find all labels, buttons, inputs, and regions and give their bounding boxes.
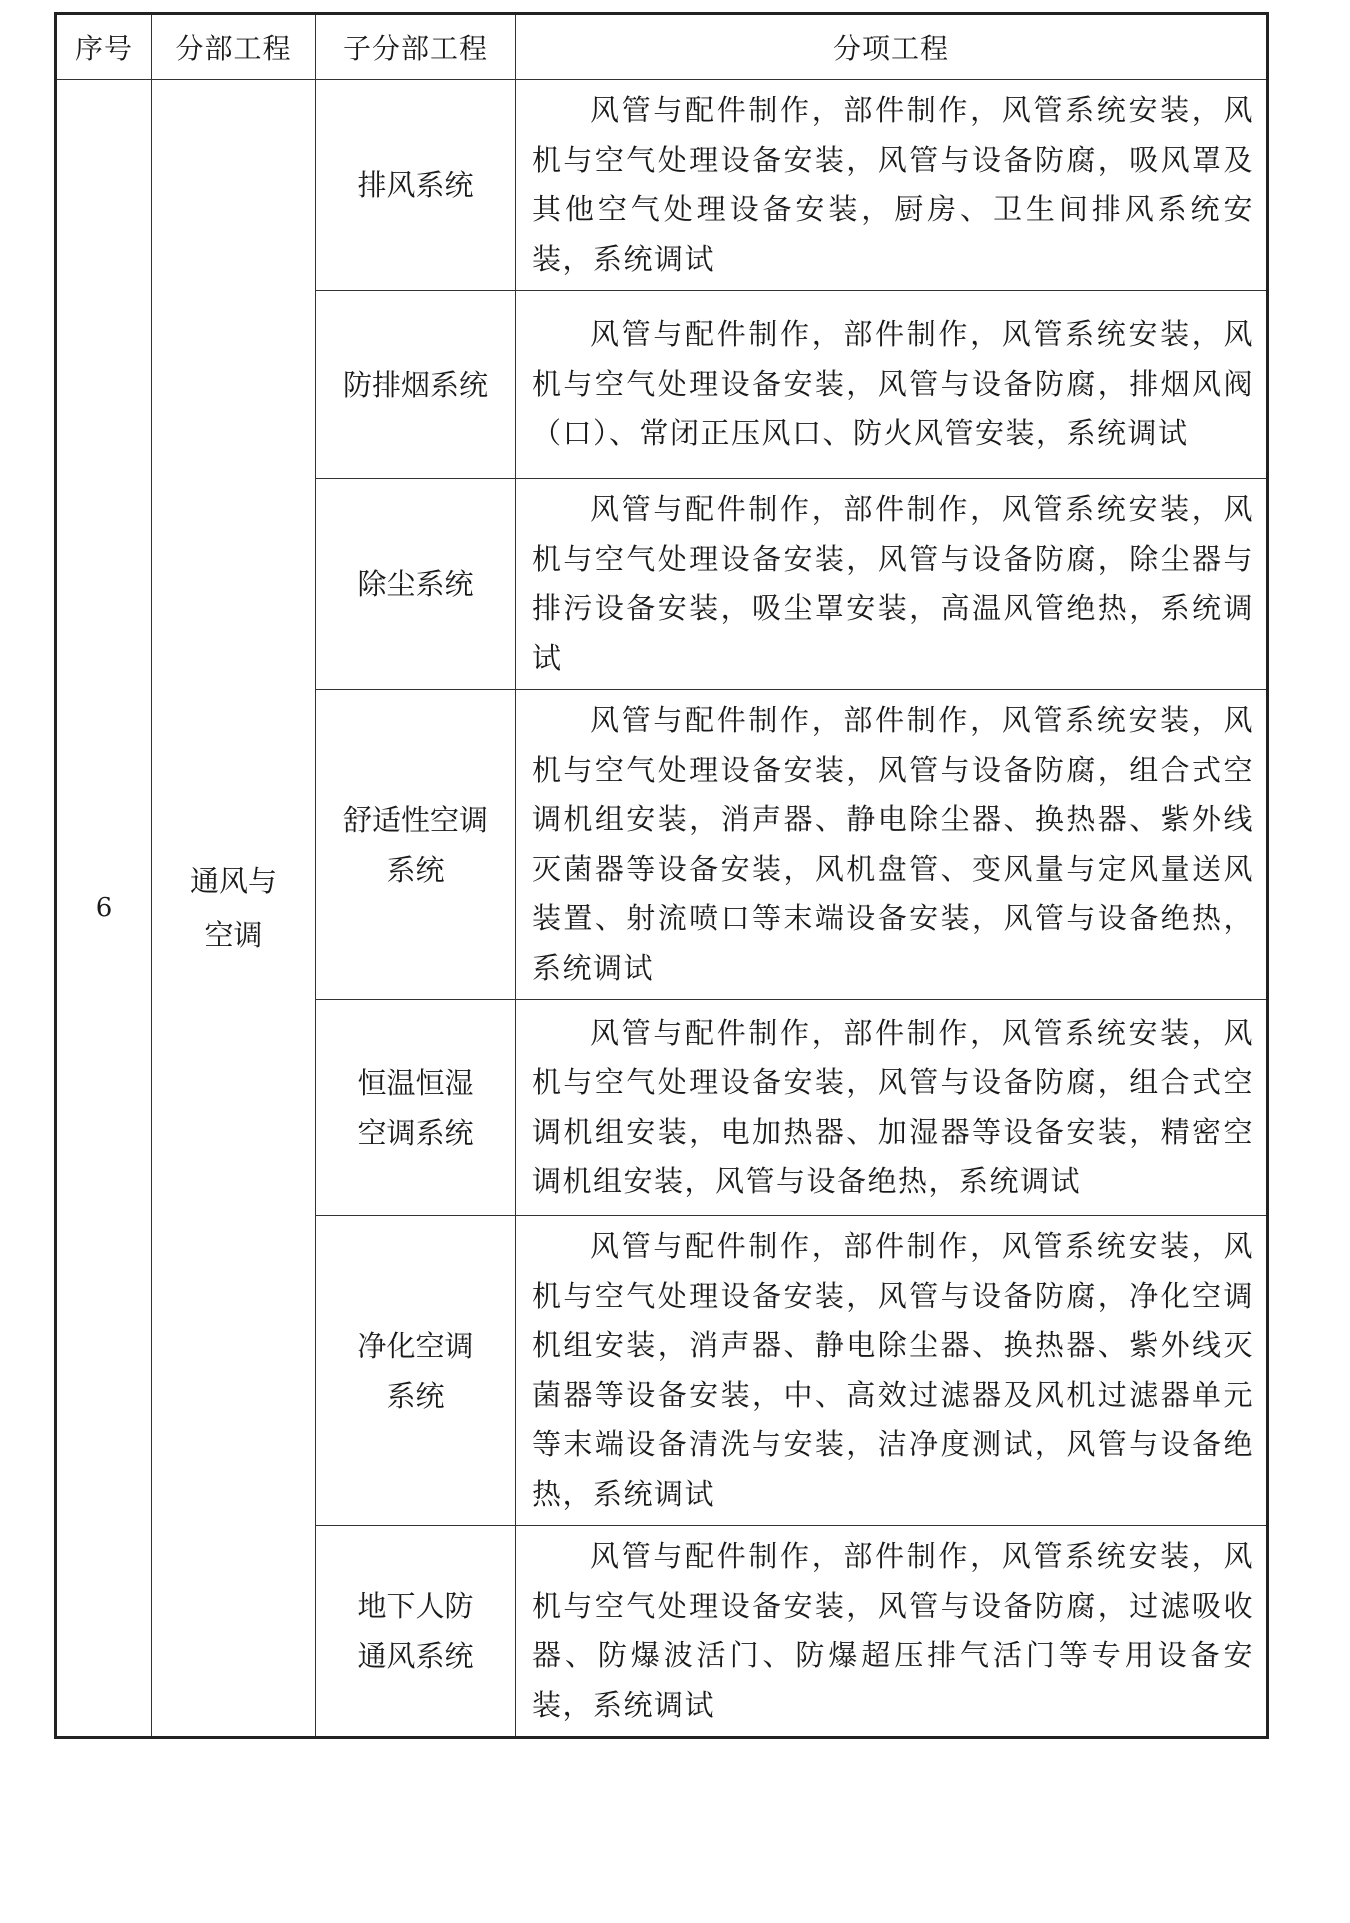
table-header bbox=[56, 14, 1268, 80]
standard-table-page bbox=[54, 12, 1269, 1739]
header-items: 分项工程 bbox=[516, 14, 1268, 80]
items-cell: 风管与配件制作，部件制作，风管系统安装，风机与空气处理设备安装，风管与设备防腐，过滤吸收器、防爆波活门、防爆超压排气活门等专用设备安装，系统调试 bbox=[516, 1526, 1268, 1738]
serial-number-cell: 6 bbox=[56, 80, 152, 1738]
header-subdivision: 子分部工程 bbox=[316, 14, 516, 80]
subdivision-cell bbox=[316, 291, 516, 479]
subdivision-cell bbox=[316, 1526, 516, 1738]
subdivision-label: 恒温恒湿空调系统 bbox=[357, 1065, 474, 1150]
subdivision-label: 净化空调系统 bbox=[357, 1328, 474, 1413]
project-division-table bbox=[54, 12, 1269, 1739]
division-label: 通风与空调 bbox=[189, 864, 277, 952]
subdivision-label: 除尘系统 bbox=[357, 567, 474, 601]
subdivision-cell bbox=[316, 690, 516, 1000]
table-body bbox=[56, 80, 1268, 1738]
items-cell: 风管与配件制作，部件制作，风管系统安装，风机与空气处理设备安装，风管与设备防腐，排烟风阀（口）、常闭正压风口、防火风管安装，系统调试 bbox=[516, 291, 1268, 479]
header-division: 分部工程 bbox=[152, 14, 316, 80]
subdivision-label: 排风系统 bbox=[357, 168, 474, 202]
subdivision-cell bbox=[316, 80, 516, 291]
subdivision-cell bbox=[316, 1000, 516, 1216]
subdivision-cell bbox=[316, 479, 516, 690]
table-row bbox=[56, 80, 1268, 291]
items-cell: 风管与配件制作，部件制作，风管系统安装，风机与空气处理设备安装，风管与设备防腐，除尘器与排污设备安装，吸尘罩安装，高温风管绝热，系统调试 bbox=[516, 479, 1268, 690]
items-cell: 风管与配件制作，部件制作，风管系统安装，风机与空气处理设备安装，风管与设备防腐，吸风罩及其他空气处理设备安装，厨房、卫生间排风系统安装，系统调试 bbox=[516, 80, 1268, 291]
header-row bbox=[56, 14, 1268, 80]
subdivision-cell bbox=[316, 1216, 516, 1526]
subdivision-label: 防排烟系统 bbox=[342, 367, 488, 402]
items-cell: 风管与配件制作，部件制作，风管系统安装，风机与空气处理设备安装，风管与设备防腐，组合式空调机组安装，消声器、静电除尘器、换热器、紫外线灭菌器等设备安装，风机盘管、变风量与定风量送风装置、射流喷口等末端设备安装，风管与设备绝热，系统调试 bbox=[516, 690, 1268, 1000]
subdivision-label: 地下人防通风系统 bbox=[357, 1589, 474, 1673]
items-cell: 风管与配件制作，部件制作，风管系统安装，风机与空气处理设备安装，风管与设备防腐，净化空调机组安装，消声器、静电除尘器、换热器、紫外线灭菌器等设备安装，中、高效过滤器及风机过滤器单元等末端设备清洗与安装，洁净度测试，风管与设备绝热，系统调试 bbox=[516, 1216, 1268, 1526]
subdivision-label: 舒适性空调系统 bbox=[342, 802, 488, 887]
items-cell: 风管与配件制作，部件制作，风管系统安装，风机与空气处理设备安装，风管与设备防腐，组合式空调机组安装，电加热器、加湿器等设备安装，精密空调机组安装，风管与设备绝热，系统调试 bbox=[516, 1000, 1268, 1216]
division-cell bbox=[152, 80, 316, 1738]
header-no: 序号 bbox=[56, 14, 152, 80]
